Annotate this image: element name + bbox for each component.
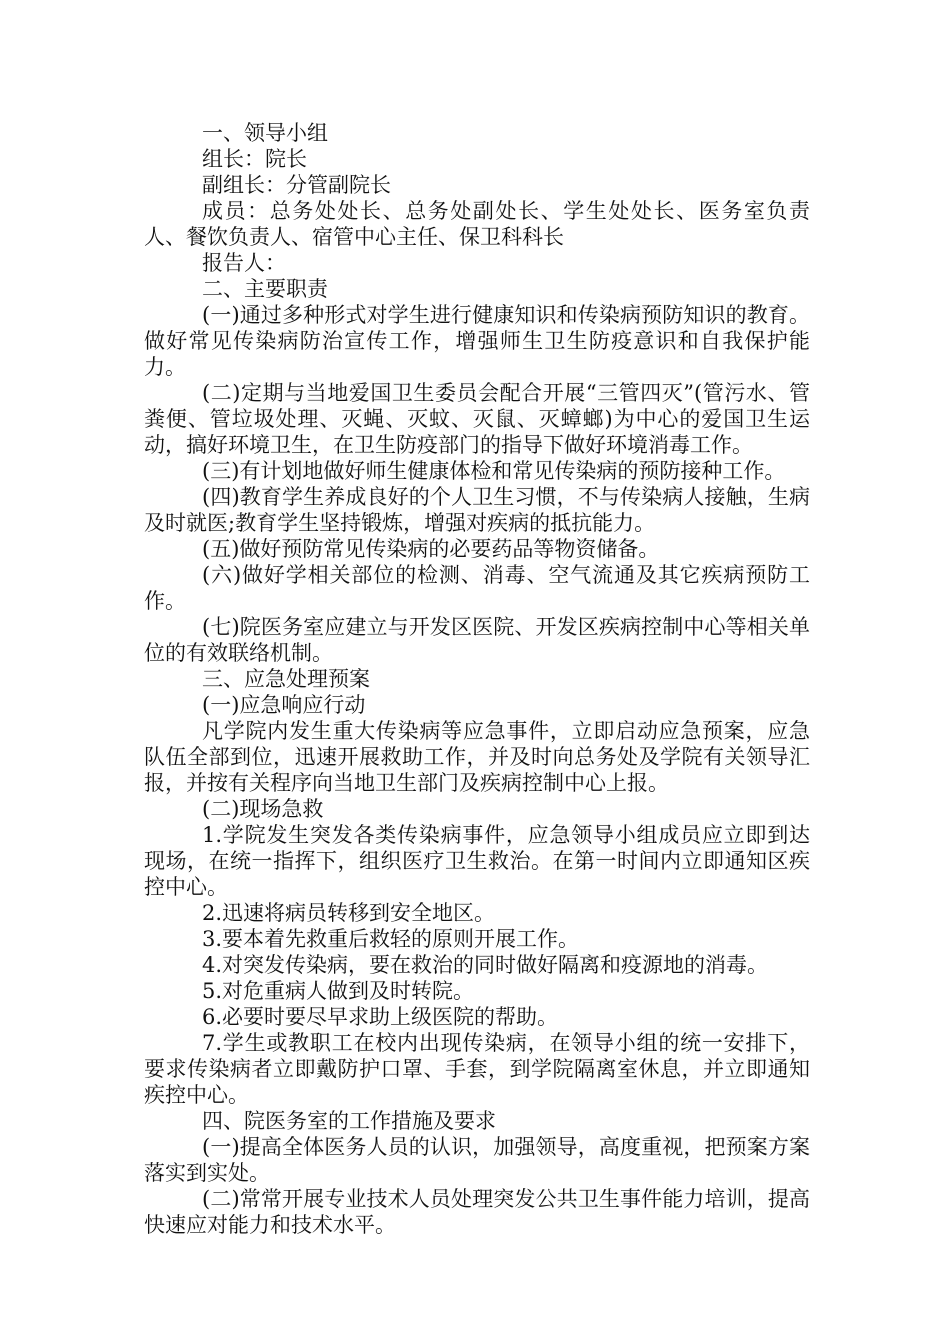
duty-item-4: (四)教育学生养成良好的个人卫生习惯，不与传染病人接触，生病及时就医;教育学生坚持锻炼，增强对疾病的抵抗能力。 bbox=[144, 485, 810, 535]
reporter-line: 报告人： bbox=[202, 251, 286, 275]
duty-item-7: (七)院医务室应建立与开发区医院、开发区疾病控制中心等相关单位的有效联络机制。 bbox=[144, 615, 810, 665]
group-leader-line: 组长：院长 bbox=[202, 147, 307, 171]
section-heading-main-duties: 二、主要职责 bbox=[202, 277, 328, 301]
duty-item-1: (一)通过多种形式对学生进行健康知识和传染病预防知识的教育。做好常见传染病防治宣传工作，增强师生卫生防疫意识和自我保护能力。 bbox=[144, 303, 810, 379]
section-heading-emergency-plan: 三、应急处理预案 bbox=[202, 667, 370, 691]
rescue-step-6: 6.必要时要尽早求助上级医院的帮助。 bbox=[202, 1005, 559, 1029]
rescue-step-1: 1.学院发生突发各类传染病事件，应急领导小组成员应立即到达现场，在统一指挥下，组织医疗卫生救治。在第一时间内立即通知区疾控中心。 bbox=[144, 823, 810, 899]
duty-item-5: (五)做好预防常见传染病的必要药品等物资储备。 bbox=[202, 537, 660, 561]
duty-item-3: (三)有计划地做好师生健康体检和常见传染病的预防接种工作。 bbox=[202, 459, 786, 483]
duty-item-2: (二)定期与当地爱国卫生委员会配合开展“三管四灭”(管污水、管粪便、管垃圾处理、灭蝇、灭蚊、灭鼠、灭蟑螂)为中心的爱国卫生运动，搞好环境卫生，在卫生防疫部门的指导下做好环境消毒工作。 bbox=[144, 381, 810, 457]
document-body bbox=[144, 120, 810, 1238]
section-heading-clinic-measures: 四、院医务室的工作措施及要求 bbox=[202, 1109, 496, 1133]
members-line: 成员：总务处处长、总务处副处长、学生处处长、医务室负责人、餐饮负责人、宿管中心主任、保卫科科长 bbox=[144, 199, 810, 249]
emergency-response-text: 凡学院内发生重大传染病等应急事件，立即启动应急预案，应急队伍全部到位，迅速开展救助工作，并及时向总务处及学院有关领导汇报，并按有关程序向当地卫生部门及疾病控制中心上报。 bbox=[144, 719, 810, 795]
deputy-leader-line: 副组长：分管副院长 bbox=[202, 173, 391, 197]
measure-item-1: (一)提高全体医务人员的认识，加强领导，高度重视，把预案方案落实到实处。 bbox=[144, 1135, 810, 1185]
rescue-step-4: 4.对突发传染病，要在救治的同时做好隔离和疫源地的消毒。 bbox=[202, 953, 769, 977]
rescue-step-5: 5.对危重病人做到及时转院。 bbox=[202, 979, 475, 1003]
rescue-step-2: 2.迅速将病员转移到安全地区。 bbox=[202, 901, 496, 925]
duty-item-6: (六)做好学相关部位的检测、消毒、空气流通及其它疾病预防工作。 bbox=[144, 563, 810, 613]
rescue-step-7: 7.学生或教职工在校内出现传染病，在领导小组的统一安排下，要求传染病者立即戴防护口罩、手套，到学院隔离室休息，并立即通知疾控中心。 bbox=[144, 1031, 810, 1107]
subheading-onsite-rescue: (二)现场急救 bbox=[202, 797, 324, 821]
subheading-emergency-response: (一)应急响应行动 bbox=[202, 693, 366, 717]
measure-item-2: (二)常常开展专业技术人员处理突发公共卫生事件能力培训，提高快速应对能力和技术水平。 bbox=[144, 1187, 810, 1237]
rescue-step-3: 3.要本着先救重后救轻的原则开展工作。 bbox=[202, 927, 580, 951]
section-heading-leadership-group: 一、领导小组 bbox=[202, 121, 328, 145]
